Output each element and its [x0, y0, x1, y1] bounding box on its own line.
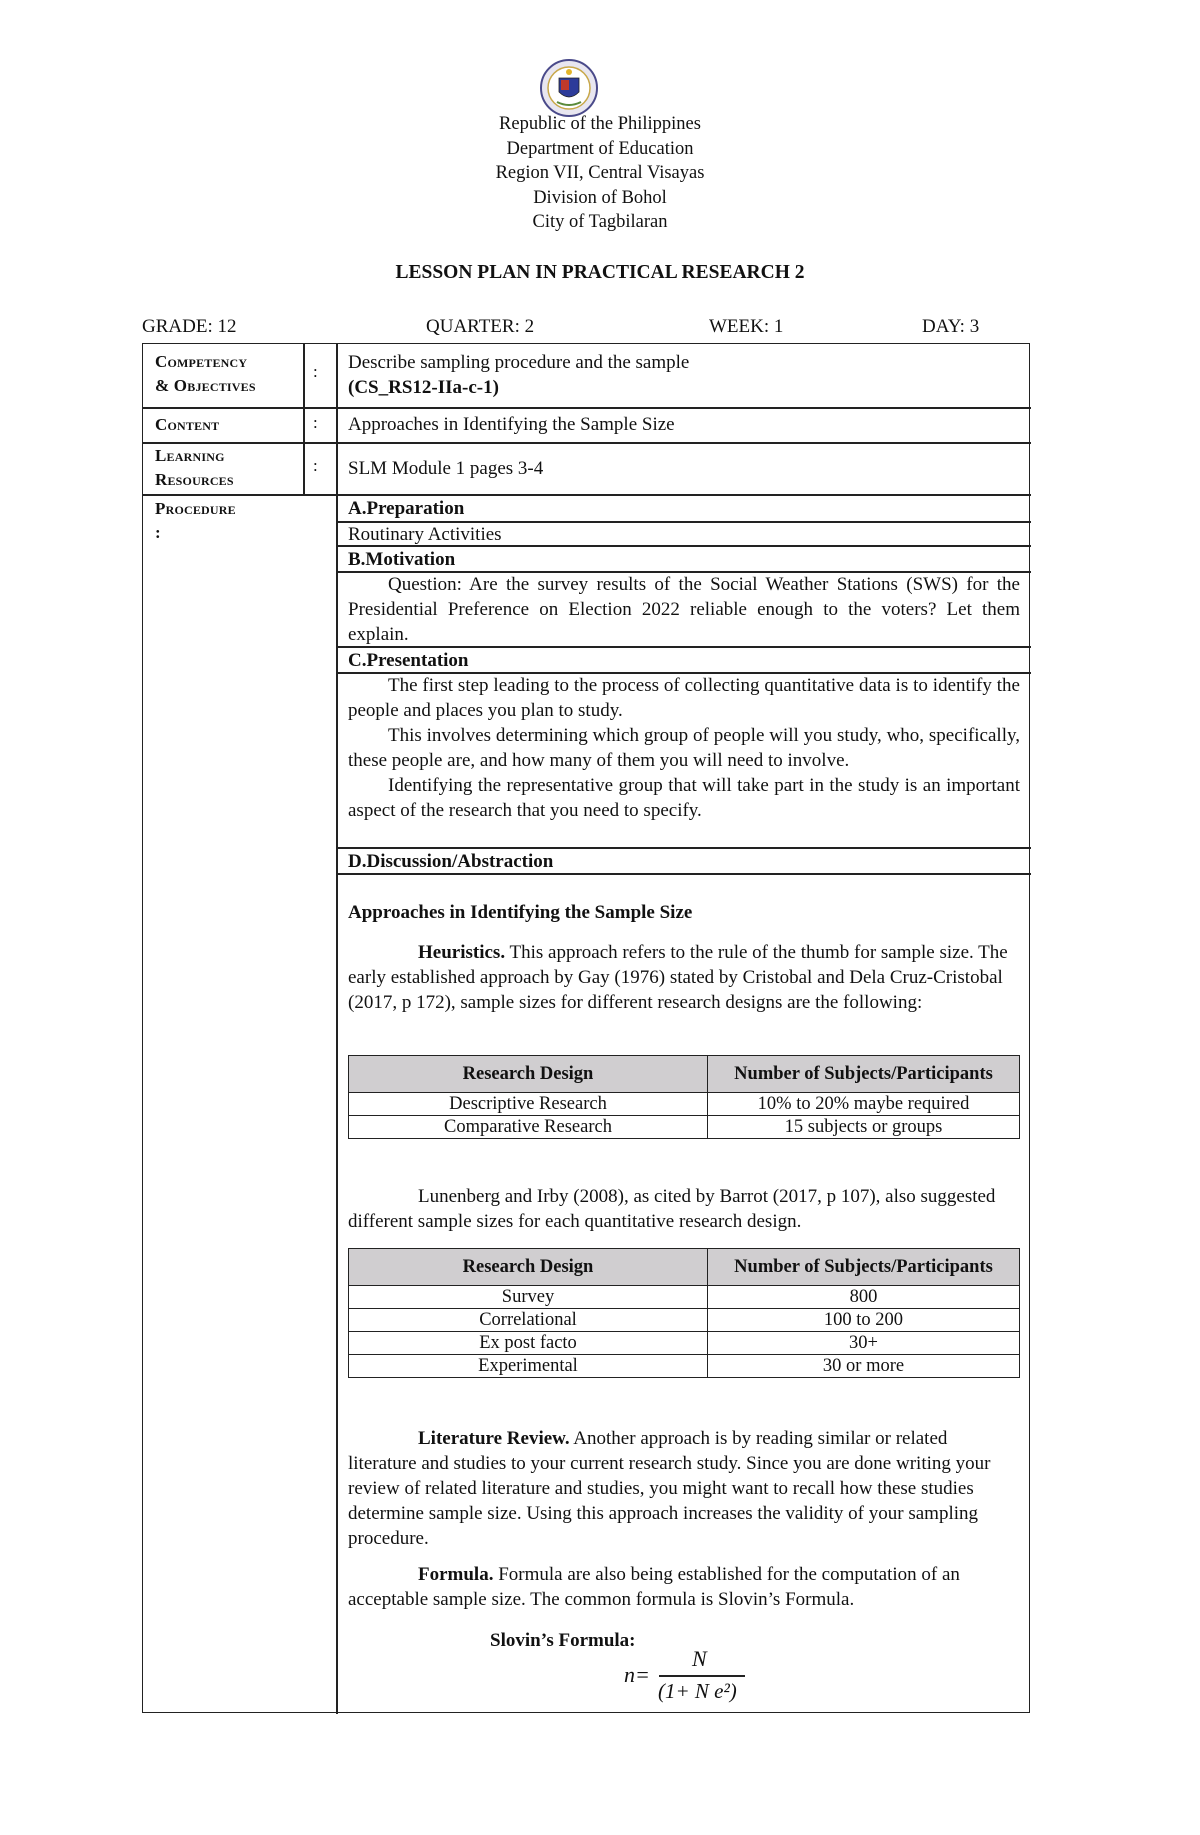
content-text: Approaches in Identifying the Sample Size — [348, 414, 675, 435]
lunenberg-paragraph — [348, 1184, 1008, 1234]
table-row — [349, 1355, 1020, 1378]
header-department: Department of Education — [506, 138, 694, 159]
table-cell: 800 — [708, 1286, 1020, 1309]
competency-code: (CS_RS12-IIa-c-1) — [348, 377, 499, 398]
heuristics-label: Heuristics. — [418, 942, 506, 963]
table-row — [349, 1309, 1020, 1332]
presentation-text — [348, 673, 1020, 823]
table-row — [349, 1093, 1020, 1116]
competency-text: Describe sampling procedure and the sample — [348, 352, 690, 373]
lunenberg-text: Lunenberg and Irby (2008), as cited by Barrot (2017, p 107), also suggested different sample sizes for each quantitative research design. — [348, 1186, 996, 1232]
table-header: Number of Subjects/Participants — [708, 1056, 1020, 1093]
table-header: Research Design — [349, 1249, 708, 1286]
content-divider — [336, 344, 338, 1714]
approaches-heading: Approaches in Identifying the Sample Size — [348, 902, 693, 923]
formula-text: Formula are also being established for the computation of an acceptable sample size. The common formula is Slovin’s Formula. — [348, 1564, 960, 1610]
table-cell: Correlational — [349, 1309, 708, 1332]
header-division: Division of Bohol — [533, 187, 667, 208]
table-row — [349, 1116, 1020, 1139]
table-cell: 30+ — [708, 1332, 1020, 1355]
procedure-label: Procedure : — [155, 499, 236, 542]
quarter-info: QUARTER: 2 — [426, 316, 535, 337]
competency-label: Competency & Objectives — [155, 352, 256, 395]
table-cell: 10% to 20% maybe required — [708, 1093, 1020, 1116]
header-region: Region VII, Central Visayas — [495, 163, 705, 183]
letterhead — [0, 112, 1200, 235]
competency-colon: : — [313, 362, 318, 381]
row-divider — [143, 442, 1031, 444]
literature-paragraph — [348, 1426, 1008, 1551]
heuristics-paragraph — [348, 940, 1008, 1015]
preparation-title: A.Preparation — [348, 498, 465, 519]
table-cell: 30 or more — [708, 1355, 1020, 1378]
formula-denominator: (1+ N e²) — [658, 1679, 737, 1703]
formula-paragraph — [348, 1562, 1008, 1612]
lesson-plan-table — [142, 343, 1030, 1713]
slovin-title: Slovin’s Formula: — [490, 1630, 636, 1651]
deped-seal-icon — [539, 58, 599, 118]
table-cell: 15 subjects or groups — [708, 1116, 1020, 1139]
table-row — [349, 1286, 1020, 1309]
motivation-title: B.Motivation — [348, 549, 456, 570]
row-divider — [143, 407, 1031, 409]
resources-colon: : — [313, 456, 318, 475]
design-sample-table — [348, 1248, 1020, 1378]
content-colon: : — [313, 413, 318, 432]
motivation-text: Question: Are the survey results of the Social Weather Stations (SWS) for the Presidential Preference on Election 2022 reliable enough to the voters? Let them explain. — [348, 574, 1020, 645]
heuristics-text: This approach refers to the rule of the thumb for sample size. The early established approach by Gay (1976) stated by Cristobal and Dela Cruz-Cristobal (2017, p 172), sample sizes for different research designs are the following: — [348, 942, 1008, 1013]
page-title: LESSON PLAN IN PRACTICAL RESEARCH 2 — [395, 262, 805, 283]
formula-numerator: N — [692, 1646, 707, 1671]
resources-label: Learning Resources — [155, 446, 234, 489]
resources-text: SLM Module 1 pages 3-4 — [348, 458, 544, 479]
heuristics-table — [348, 1055, 1020, 1139]
colon-divider — [303, 344, 305, 494]
grade-info: GRADE: 12 — [142, 316, 237, 337]
presentation-paragraph: The first step leading to the process of collecting quantitative data is to identify the people and places you plan to study. — [348, 675, 1020, 721]
competency-cell — [348, 350, 1020, 400]
formula-label: Formula. — [418, 1564, 494, 1585]
table-cell: 100 to 200 — [708, 1309, 1020, 1332]
header-republic: Republic of the Philippines — [499, 114, 701, 134]
presentation-paragraph: This involves determining which group of people will you study, who, specifically, these people are, and how many of them you will need to involve. — [348, 725, 1020, 771]
content-label: Content — [155, 415, 220, 434]
week-info: WEEK: 1 — [709, 316, 784, 337]
table-cell: Experimental — [349, 1355, 708, 1378]
day-info: DAY: 3 — [922, 316, 980, 337]
literature-text: Another approach is by reading similar or related literature and studies to your current research study. Since you are done writing your review of related literature and studies, you might want to recall how these studies determine sample size. Using this approach increases the validity of your sampling procedure. — [348, 1428, 991, 1549]
preparation-text: Routinary Activities — [348, 524, 502, 545]
table-header: Research Design — [349, 1056, 708, 1093]
table-cell: Survey — [349, 1286, 708, 1309]
table-cell: Descriptive Research — [349, 1093, 708, 1116]
discussion-title: D.Discussion/Abstraction — [348, 851, 554, 872]
presentation-paragraph: Identifying the representative group that will take part in the study is an important aspect of the research that you need to specify. — [348, 775, 1020, 821]
fraction-bar — [659, 1675, 745, 1677]
table-header: Number of Subjects/Participants — [708, 1249, 1020, 1286]
table-cell: Ex post facto — [349, 1332, 708, 1355]
presentation-title: C.Presentation — [348, 650, 469, 671]
literature-label: Literature Review. — [418, 1428, 570, 1449]
header-city: City of Tagbilaran — [532, 212, 668, 232]
formula-lhs: n= — [624, 1662, 650, 1687]
table-cell: Comparative Research — [349, 1116, 708, 1139]
table-row — [349, 1332, 1020, 1355]
